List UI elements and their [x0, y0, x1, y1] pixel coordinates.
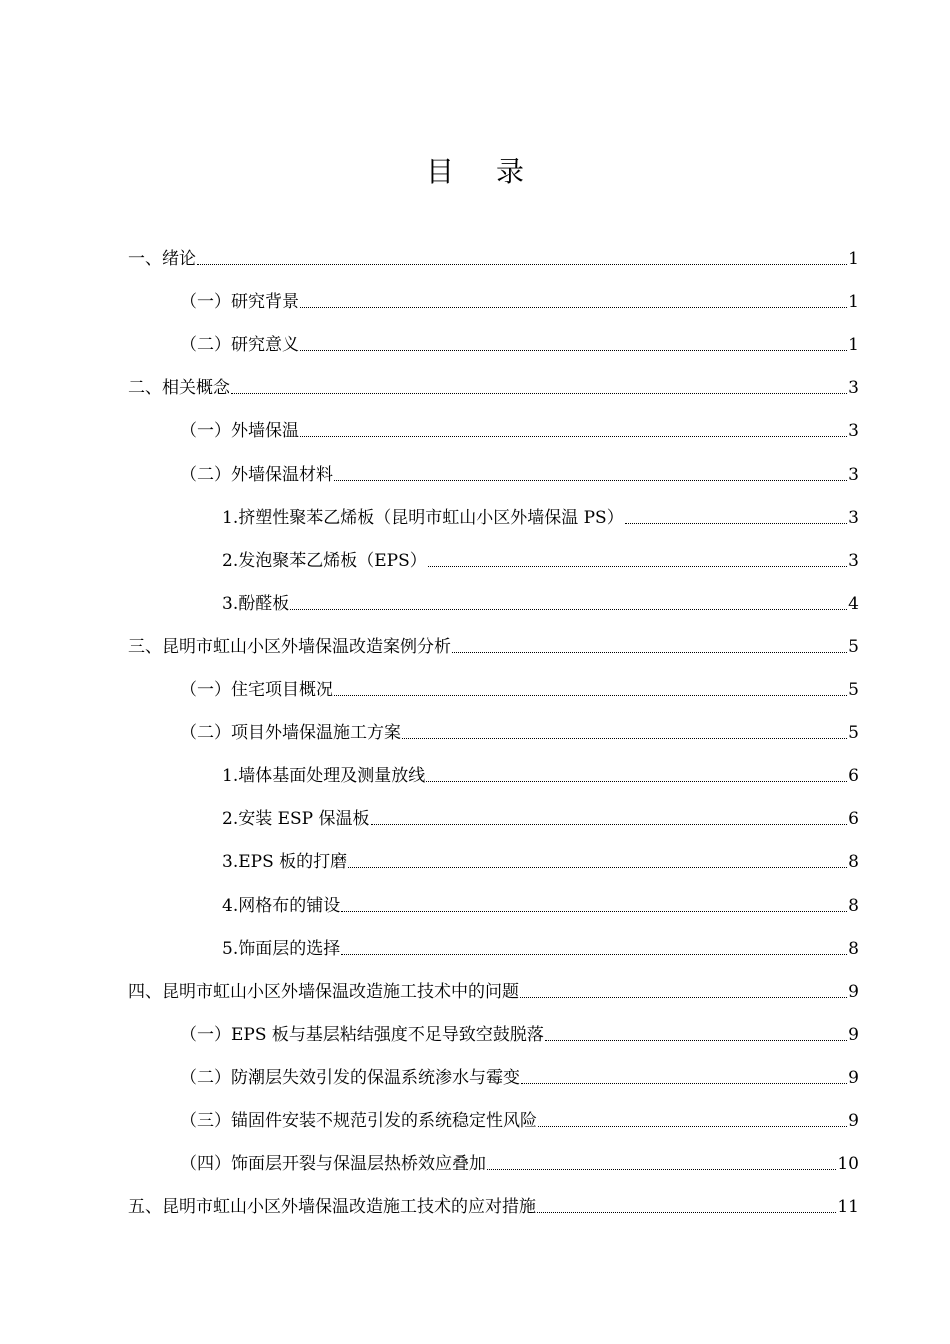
toc-entry[interactable] [128, 745, 859, 788]
dot-leader [538, 1126, 847, 1127]
dot-leader [300, 436, 847, 437]
dot-leader [521, 1083, 847, 1084]
dot-leader [520, 997, 847, 998]
toc-entry[interactable] [128, 1090, 859, 1133]
toc-entry-page-number: 3 [848, 378, 859, 399]
dot-leader [452, 652, 847, 653]
dot-leader [487, 1169, 836, 1170]
toc-entry-page-number: 1 [848, 292, 859, 313]
toc-entry[interactable] [128, 314, 859, 357]
toc-entry[interactable] [128, 487, 859, 530]
toc-entry[interactable] [128, 443, 859, 486]
toc-entry[interactable] [128, 616, 859, 659]
toc-entry-label: 四、昆明市虹山小区外墙保温改造施工技术中的问题 [128, 981, 519, 1002]
toc-entry-label: 三、昆明市虹山小区外墙保温改造案例分析 [128, 636, 451, 657]
dot-leader [537, 1212, 836, 1213]
toc-entry-label: （一）研究背景 [180, 292, 299, 313]
toc-entry-page-number: 1 [848, 249, 859, 270]
toc-entry-label: 5.饰面层的选择 [222, 938, 341, 959]
dot-leader [197, 264, 847, 265]
toc-entry-label: 4.网格布的铺设 [222, 895, 341, 916]
toc-entry[interactable] [128, 788, 859, 831]
toc-entry[interactable] [128, 1047, 859, 1090]
toc-entry-label: （二）项目外墙保温施工方案 [180, 723, 401, 744]
table-of-contents [128, 228, 859, 1219]
toc-entry[interactable] [128, 659, 859, 702]
toc-entry-page-number: 3 [848, 507, 859, 528]
toc-entry[interactable] [128, 573, 859, 616]
dot-leader [428, 566, 847, 567]
toc-entry-label: 五、昆明市虹山小区外墙保温改造施工技术的应对措施 [128, 1197, 536, 1218]
dot-leader [300, 307, 847, 308]
toc-entry-label: （二）外墙保温材料 [180, 464, 333, 485]
toc-entry-page-number: 9 [848, 1110, 859, 1131]
dot-leader [290, 609, 847, 610]
toc-entry-page-number: 8 [848, 852, 859, 873]
toc-entry-page-number: 8 [848, 895, 859, 916]
toc-entry-label: 二、相关概念 [128, 378, 230, 399]
toc-entry-page-number: 1 [848, 335, 859, 356]
toc-entry-label: （一）住宅项目概况 [180, 680, 333, 701]
toc-entry[interactable] [128, 1133, 859, 1176]
toc-entry-label: 3.EPS 板的打磨 [222, 852, 348, 873]
dot-leader [341, 954, 847, 955]
toc-entry-page-number: 6 [848, 809, 859, 830]
toc-entry-page-number: 11 [837, 1197, 859, 1218]
toc-entry[interactable] [128, 702, 859, 745]
toc-entry-page-number: 3 [848, 464, 859, 485]
toc-entry[interactable] [128, 530, 859, 573]
dot-leader [348, 867, 847, 868]
toc-entry-label: （二）研究意义 [180, 335, 299, 356]
dot-leader [334, 695, 847, 696]
toc-entry-label: 2.发泡聚苯乙烯板（EPS） [222, 550, 427, 571]
toc-entry-page-number: 4 [848, 593, 859, 614]
toc-entry-page-number: 8 [848, 938, 859, 959]
dot-leader [402, 738, 847, 739]
toc-entry-page-number: 3 [848, 421, 859, 442]
toc-entry[interactable] [128, 228, 859, 271]
toc-entry[interactable] [128, 831, 859, 874]
toc-entry-page-number: 3 [848, 550, 859, 571]
dot-leader [426, 781, 847, 782]
page-title: 目录 [425, 155, 566, 188]
toc-entry[interactable] [128, 874, 859, 917]
dot-leader [341, 911, 847, 912]
toc-entry[interactable] [128, 961, 859, 1004]
dot-leader [545, 1040, 847, 1041]
toc-entry-label: （四）饰面层开裂与保温层热桥效应叠加 [180, 1154, 486, 1175]
dot-leader [231, 393, 847, 394]
toc-entry-label: 3.酚醛板 [222, 593, 290, 614]
toc-entry-label: （一）EPS 板与基层粘结强度不足导致空鼓脱落 [180, 1024, 544, 1045]
toc-entry-page-number: 10 [837, 1154, 859, 1175]
toc-entry[interactable] [128, 1176, 859, 1219]
toc-entry[interactable] [128, 918, 859, 961]
toc-entry-page-number: 5 [848, 680, 859, 701]
toc-entry[interactable] [128, 400, 859, 443]
toc-entry[interactable] [128, 271, 859, 314]
dot-leader [334, 480, 847, 481]
toc-entry-label: （一）外墙保温 [180, 421, 299, 442]
toc-entry-page-number: 5 [848, 723, 859, 744]
toc-entry-label: （三）锚固件安装不规范引发的系统稳定性风险 [180, 1110, 537, 1131]
dot-leader [371, 824, 848, 825]
toc-entry-page-number: 9 [848, 1067, 859, 1088]
toc-entry-page-number: 5 [848, 636, 859, 657]
toc-entry[interactable] [128, 357, 859, 400]
toc-entry-label: 1.墙体基面处理及测量放线 [222, 766, 426, 787]
toc-entry-page-number: 6 [848, 766, 859, 787]
toc-entry-label: 一、绪论 [128, 249, 196, 270]
dot-leader [625, 523, 847, 524]
toc-entry-page-number: 9 [848, 981, 859, 1002]
dot-leader [300, 350, 847, 351]
toc-entry-label: （二）防潮层失效引发的保温系统渗水与霉变 [180, 1067, 520, 1088]
toc-entry[interactable] [128, 1004, 859, 1047]
toc-entry-label: 2.安装 ESP 保温板 [222, 809, 370, 830]
toc-entry-page-number: 9 [848, 1024, 859, 1045]
toc-entry-label: 1.挤塑性聚苯乙烯板（昆明市虹山小区外墙保温 PS） [222, 507, 624, 528]
